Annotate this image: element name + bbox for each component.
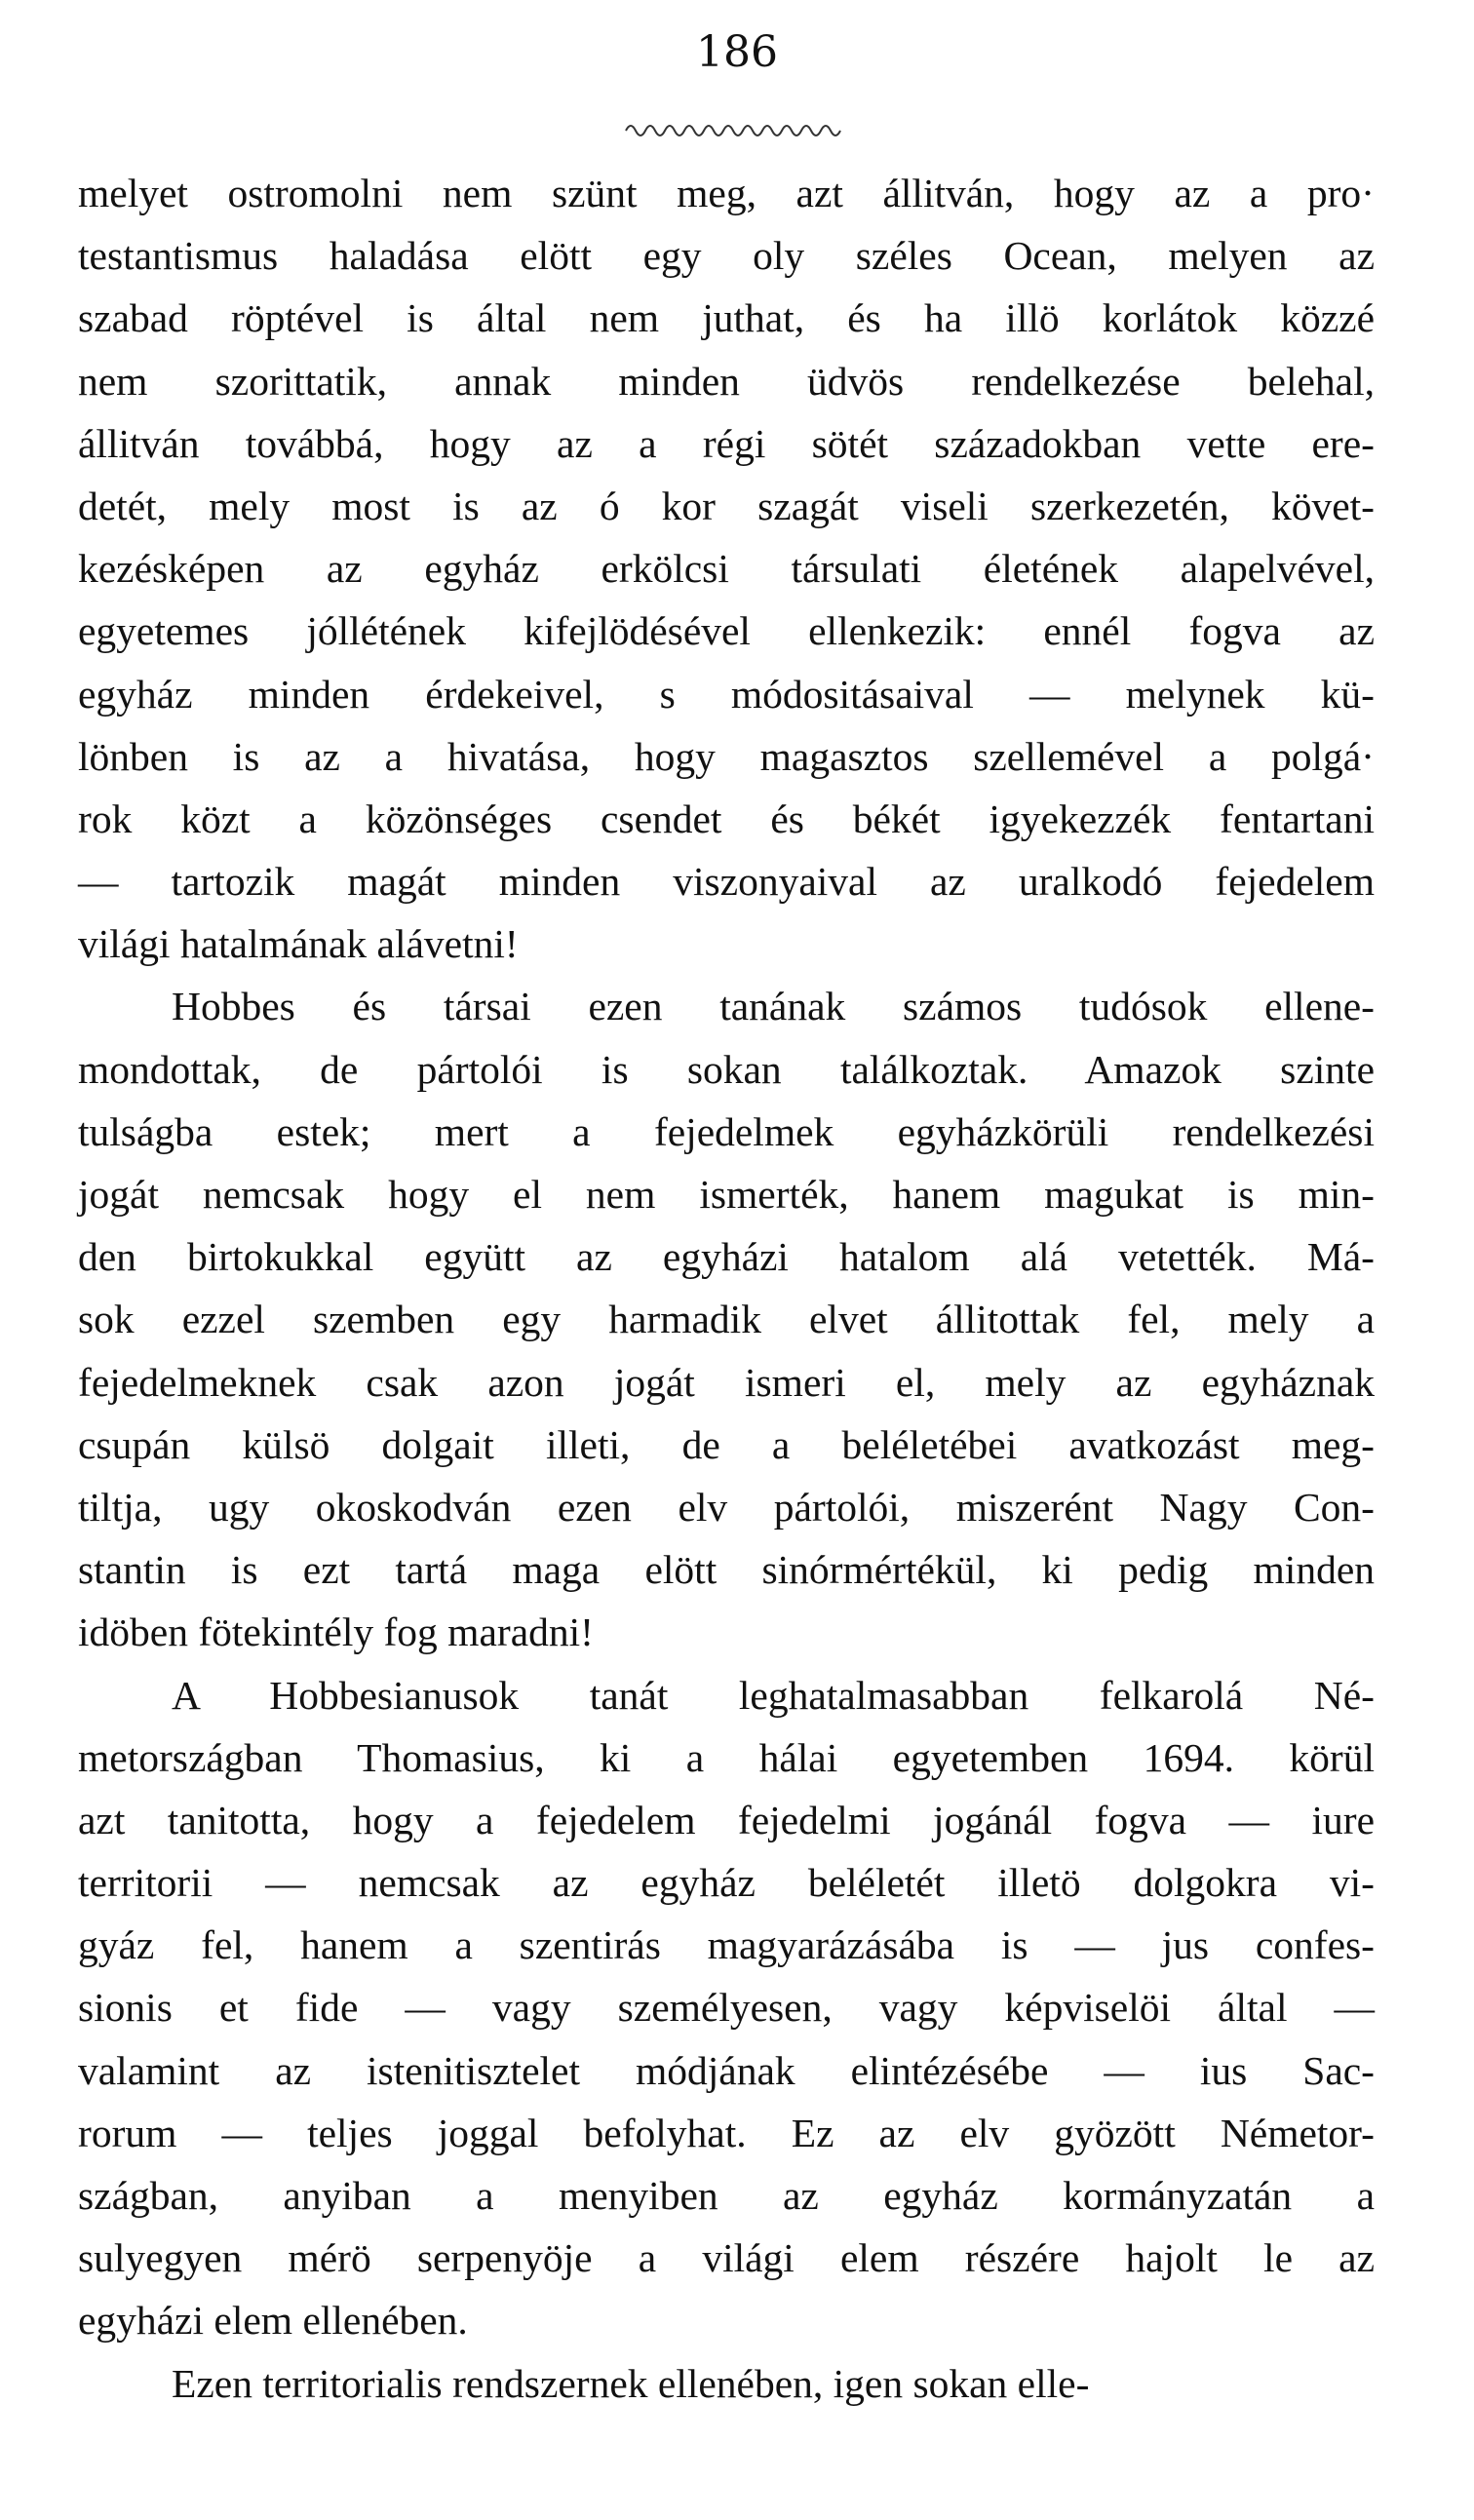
text-line: azt tanitotta, hogy a fejedelem fejedelmi jogánál fogva — iure xyxy=(78,1797,1375,1842)
text-line: stantin is ezt tartá maga elött sinórmértékül, ki pedig minden xyxy=(78,1547,1375,1593)
text-line: egyház minden érdekeivel, s módositásaival — melynek kü- xyxy=(78,671,1375,717)
text-line: A Hobbesianusok tanát leghatalmasabban felkarolá Né- xyxy=(172,1672,1375,1718)
text-line: valamint az istenitisztelet módjának elintézésébe — ius Sac- xyxy=(78,2047,1375,2093)
text-line: állitván továbbá, hogy az a régi sötét századokban vette ere- xyxy=(78,420,1375,466)
text-line: tiltja, ugy okoskodván ezen elv pártolói, miszerént Nagy Con- xyxy=(78,1484,1375,1530)
text-line: — tartozik magát minden viszonyaival az uralkodó fejedelem xyxy=(78,859,1375,905)
ornament-divider xyxy=(624,119,844,136)
text-line: szabad röptével is által nem juthat, és ha illö korlátok közzé xyxy=(78,295,1375,341)
text-line: szágban, anyiban a menyiben az egyház kormányzatán a xyxy=(78,2173,1375,2218)
text-line: rorum — teljes joggal befolyhat. Ez az elv gyözött Németor- xyxy=(78,2110,1375,2155)
text-line: Hobbes és társai ezen tanának számos tudósok ellene- xyxy=(172,984,1375,1029)
text-line: den birtokukkal együtt az egyházi hatalom alá vetették. Má- xyxy=(78,1234,1375,1280)
text-line: kezésképen az egyház erkölcsi társulati életének alapelvével, xyxy=(78,546,1375,592)
text-line: melyet ostromolni nem szünt meg, azt állitván, hogy az a pro· xyxy=(78,171,1375,215)
text-line: sok ezzel szemben egy harmadik elvet állitottak fel, mely a xyxy=(78,1297,1375,1342)
body-text xyxy=(78,162,1375,2415)
text-line: Ezen territorialis rendszernek ellenében, igen sokan elle- xyxy=(172,2360,1090,2406)
text-line: tulságba estek; mert a fejedelmek egyházkörüli rendelkezési xyxy=(78,1108,1375,1154)
text-line: fejedelmeknek csak azon jogát ismeri el, mely az egyháznak xyxy=(78,1359,1375,1405)
text-line: gyáz fel, hanem a szentirás magyarázásába is — jus confes- xyxy=(78,1922,1375,1968)
page-number: 186 xyxy=(696,27,778,77)
text-line: egyetemes jóllétének kifejlödésével ellenkezik: ennél fogva az xyxy=(78,608,1375,654)
text-line: jogát nemcsak hogy el nem ismerték, hanem magukat is min- xyxy=(78,1172,1375,1217)
text-line: mondottak, de pártolói is sokan találkoztak. Amazok szinte xyxy=(78,1046,1375,1092)
text-line: sionis et fide — vagy személyesen, vagy képviselöi által — xyxy=(78,1985,1375,2031)
text-line: rok közt a közönséges csendet és békét igyekezzék fentartani xyxy=(78,795,1375,841)
text-line: territorii — nemcsak az egyház beléletét illetö dolgokra vi- xyxy=(78,1860,1375,1906)
text-line: metországban Thomasius, ki a hálai egyetemben 1694. körül xyxy=(78,1734,1375,1780)
text-line: sulyegyen mérö serpenyöje a világi elem részére hajolt le az xyxy=(78,2235,1375,2281)
text-line: idöben fötekintély fog maradni! xyxy=(78,1609,594,1655)
text-line: világi hatalmának alávetni! xyxy=(78,921,519,967)
text-line: testantismus haladása elött egy oly széles Ocean, melyen az xyxy=(78,233,1375,279)
text-line: detét, mely most is az ó kor szagát viseli szerkezetén, követ- xyxy=(78,483,1375,528)
text-line: lönben is az a hivatása, hogy magasztos szellemével a polgá· xyxy=(78,733,1375,779)
text-line: csupán külsö dolgait illeti, de a beléletébei avatkozást meg- xyxy=(78,1421,1375,1467)
text-line: nem szorittatik, annak minden üdvös rendelkezése belehal, xyxy=(78,358,1375,404)
text-line: egyházi elem ellenében. xyxy=(78,2298,468,2344)
